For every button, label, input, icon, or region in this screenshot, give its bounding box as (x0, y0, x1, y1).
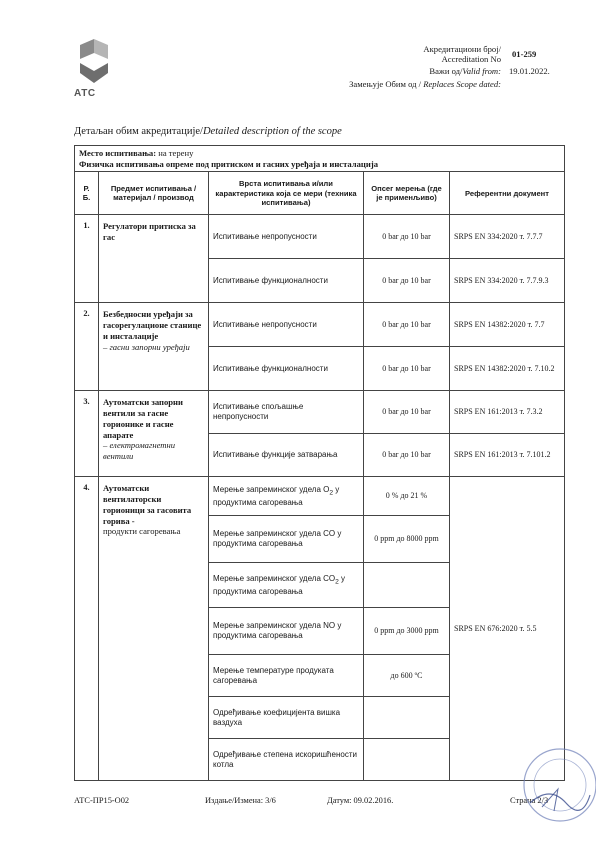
test-range (364, 697, 450, 739)
test-range: 0 % до 21 % (364, 477, 450, 516)
footer-edition: Издање/Измена: 3/6 (205, 796, 276, 805)
test-name: Одређивање коефицијента вишка ваздуха (209, 697, 364, 739)
test-name: Испитивање функционалности (209, 347, 364, 391)
test-reference: SRPS EN 14382:2020 т. 7.10.2 (450, 347, 565, 391)
accreditation-label: Акредитациони број/ Accreditation No (423, 44, 501, 64)
replaces-scope-label: Замењује Обим од / Replaces Scope dated: (349, 79, 501, 89)
row-number: 4. (75, 477, 99, 781)
footer-page: Страна 2/3 (510, 796, 549, 805)
test-range: 0 bar до 10 bar (364, 215, 450, 259)
test-name: Мерење запреминског удела CO у продуктима сагоревања (209, 516, 364, 563)
test-name: Одређивање степена искоришћености котла (209, 739, 364, 781)
document-title: Детаљан обим акредитације/Detailed description of the scope (74, 126, 342, 137)
row-subject: Регулатори притиска за гас (99, 215, 209, 303)
col-range: Опсег мерења (где је применљиво) (364, 172, 450, 215)
test-name: Испитивање непропусности (209, 215, 364, 259)
col-subject: Предмет испитивања / материјал / производ (99, 172, 209, 215)
location-label: Место испитивања: (79, 148, 157, 158)
row-subject: Аутоматски запорни вентили за гасне горионике и гасне апарате – електромагнетни вентили (99, 391, 209, 477)
test-range (364, 563, 450, 608)
footer-date: Датум: 09.02.2016. (327, 796, 394, 805)
location-value: на терену (156, 148, 194, 158)
col-num: Р. Б. (75, 172, 99, 215)
test-range: 0 bar до 10 bar (364, 391, 450, 434)
test-name: Испитивање функционалности (209, 259, 364, 303)
test-name: Мерење запреминског удела NO у продуктима сагоревања (209, 608, 364, 655)
table-row (75, 477, 565, 516)
table-row (75, 303, 565, 347)
row-number: 2. (75, 303, 99, 391)
test-name: Мерење запреминског удела $CO_2$ у продуктима сагоревања (209, 563, 364, 608)
row-number: 3. (75, 391, 99, 477)
location-subtitle: Физичка испитивања опреме под притиском и гасних уређаја и инсталација (79, 158, 378, 169)
table-row (75, 215, 565, 259)
test-reference: SRPS EN 14382:2020 т. 7.7 (450, 303, 565, 347)
test-reference: SRPS EN 161:2013 т. 7.101.2 (450, 434, 565, 477)
test-range (364, 739, 450, 781)
footer-code: АТС-ПР15-О02 (74, 796, 130, 805)
scope-table (74, 145, 565, 781)
test-reference: SRPS EN 676:2020 т. 5.5 (450, 477, 565, 781)
ats-logo-icon (74, 34, 114, 94)
test-range: 0 ppm до 3000 ppm (364, 608, 450, 655)
col-ref: Референтни документ (450, 172, 565, 215)
test-range: 0 bar до 10 bar (364, 347, 450, 391)
test-range: до 600 ºC (364, 655, 450, 697)
row-subject: Безбедносни уређаји за гасорегулационе станице и инсталације – гасни запорни уређаји (99, 303, 209, 391)
test-range: 0 ppm до 8000 ppm (364, 516, 450, 563)
test-name: Испитивање спољашње непропусности (209, 391, 364, 434)
test-reference: SRPS EN 161:2013 т. 7.3.2 (450, 391, 565, 434)
test-range: 0 bar до 10 bar (364, 434, 450, 477)
table-row (75, 391, 565, 434)
test-name: Испитивање непропусности (209, 303, 364, 347)
valid-from-label: Важи од/Valid from: (429, 66, 501, 76)
test-name: Мерење запреминског удела $O_2$ у продуктима сагоревања (209, 477, 364, 516)
test-range: 0 bar до 10 bar (364, 303, 450, 347)
test-reference: SRPS EN 334:2020 т. 7.7.9.3 (450, 259, 565, 303)
location-row (75, 146, 565, 172)
test-range: 0 bar до 10 bar (364, 259, 450, 303)
row-subject: Аутоматски вентилаторски горионици за гасовита горива - продукти сагоревања (99, 477, 209, 781)
logo-text: АТС (74, 88, 96, 99)
column-header-row (75, 172, 565, 215)
valid-from-date: 19.01.2022. (509, 66, 550, 76)
test-name: Испитивање функције затварања (209, 434, 364, 477)
row-number: 1. (75, 215, 99, 303)
col-test: Врста испитивања и/или карактеристика која се мери (техника испитивања) (209, 172, 364, 215)
stamp-icon (520, 745, 596, 825)
accreditation-number: 01-259 (512, 49, 537, 59)
test-reference: SRPS EN 334:2020 т. 7.7.7 (450, 215, 565, 259)
test-name: Мерење температуре продуката сагоревања (209, 655, 364, 697)
